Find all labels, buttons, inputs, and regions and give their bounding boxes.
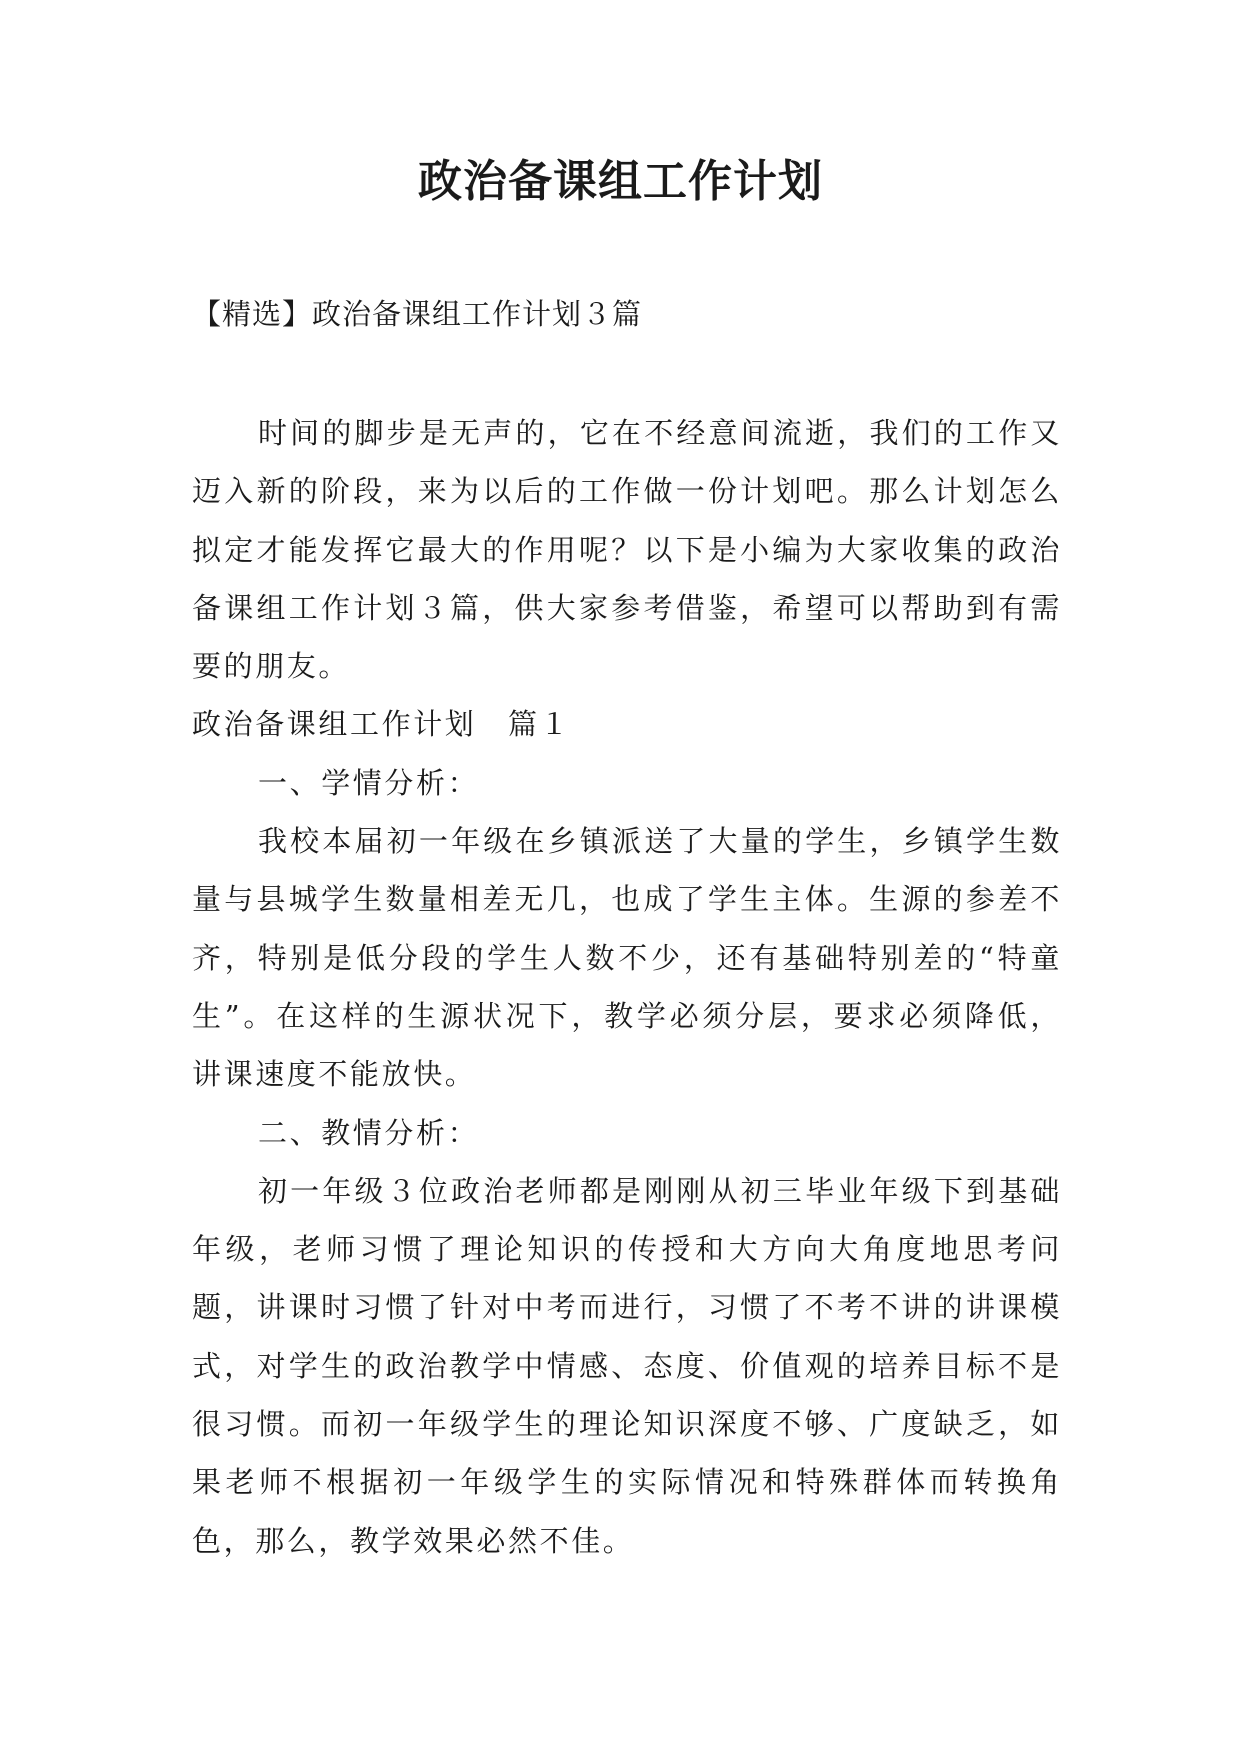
- subheading-student-analysis: 一、学情分析：: [258, 765, 480, 800]
- section-heading: 政治备课组工作计划 篇１: [192, 707, 572, 742]
- document-body: [192, 404, 1062, 1570]
- student-analysis-paragraph: 我校本届初一年级在乡镇派送了大量的学生，乡镇学生数量与县城学生数量相差无几，也成了学生主体。生源的参差不齐，特别是低分段的学生人数不少，还有基础特别差的“特童生”。在这样的生源状况下，教学必须分层，要求必须降低，讲课速度不能放快。: [192, 824, 1062, 1092]
- subheading-teaching-analysis: 二、教情分析：: [258, 1115, 480, 1150]
- intro-paragraph: 时间的脚步是无声的，它在不经意间流逝，我们的工作又迈入新的阶段，来为以后的工作做一份计划吧。那么计划怎么拟定才能发挥它最大的作用呢？以下是小编为大家收集的政治备课组工作计划３篇，供大家参考借鉴，希望可以帮助到有需要的朋友。: [192, 416, 1062, 684]
- document-subtitle: 【精选】政治备课组工作计划３篇: [192, 297, 643, 331]
- document-title: 政治备课组工作计划: [418, 156, 823, 207]
- teaching-analysis-paragraph: 初一年级３位政治老师都是刚刚从初三毕业年级下到基础年级，老师习惯了理论知识的传授和大方向大角度地思考问题，讲课时习惯了针对中考而进行，习惯了不考不讲的讲课模式，对学生的政治教学中情感、态度、价值观的培养目标不是很习惯。而初一年级学生的理论知识深度不够、广度缺乏，如果老师不根据初一年级学生的实际情况和特殊群体而转换角色，那么，教学效果必然不佳。: [192, 1173, 1062, 1558]
